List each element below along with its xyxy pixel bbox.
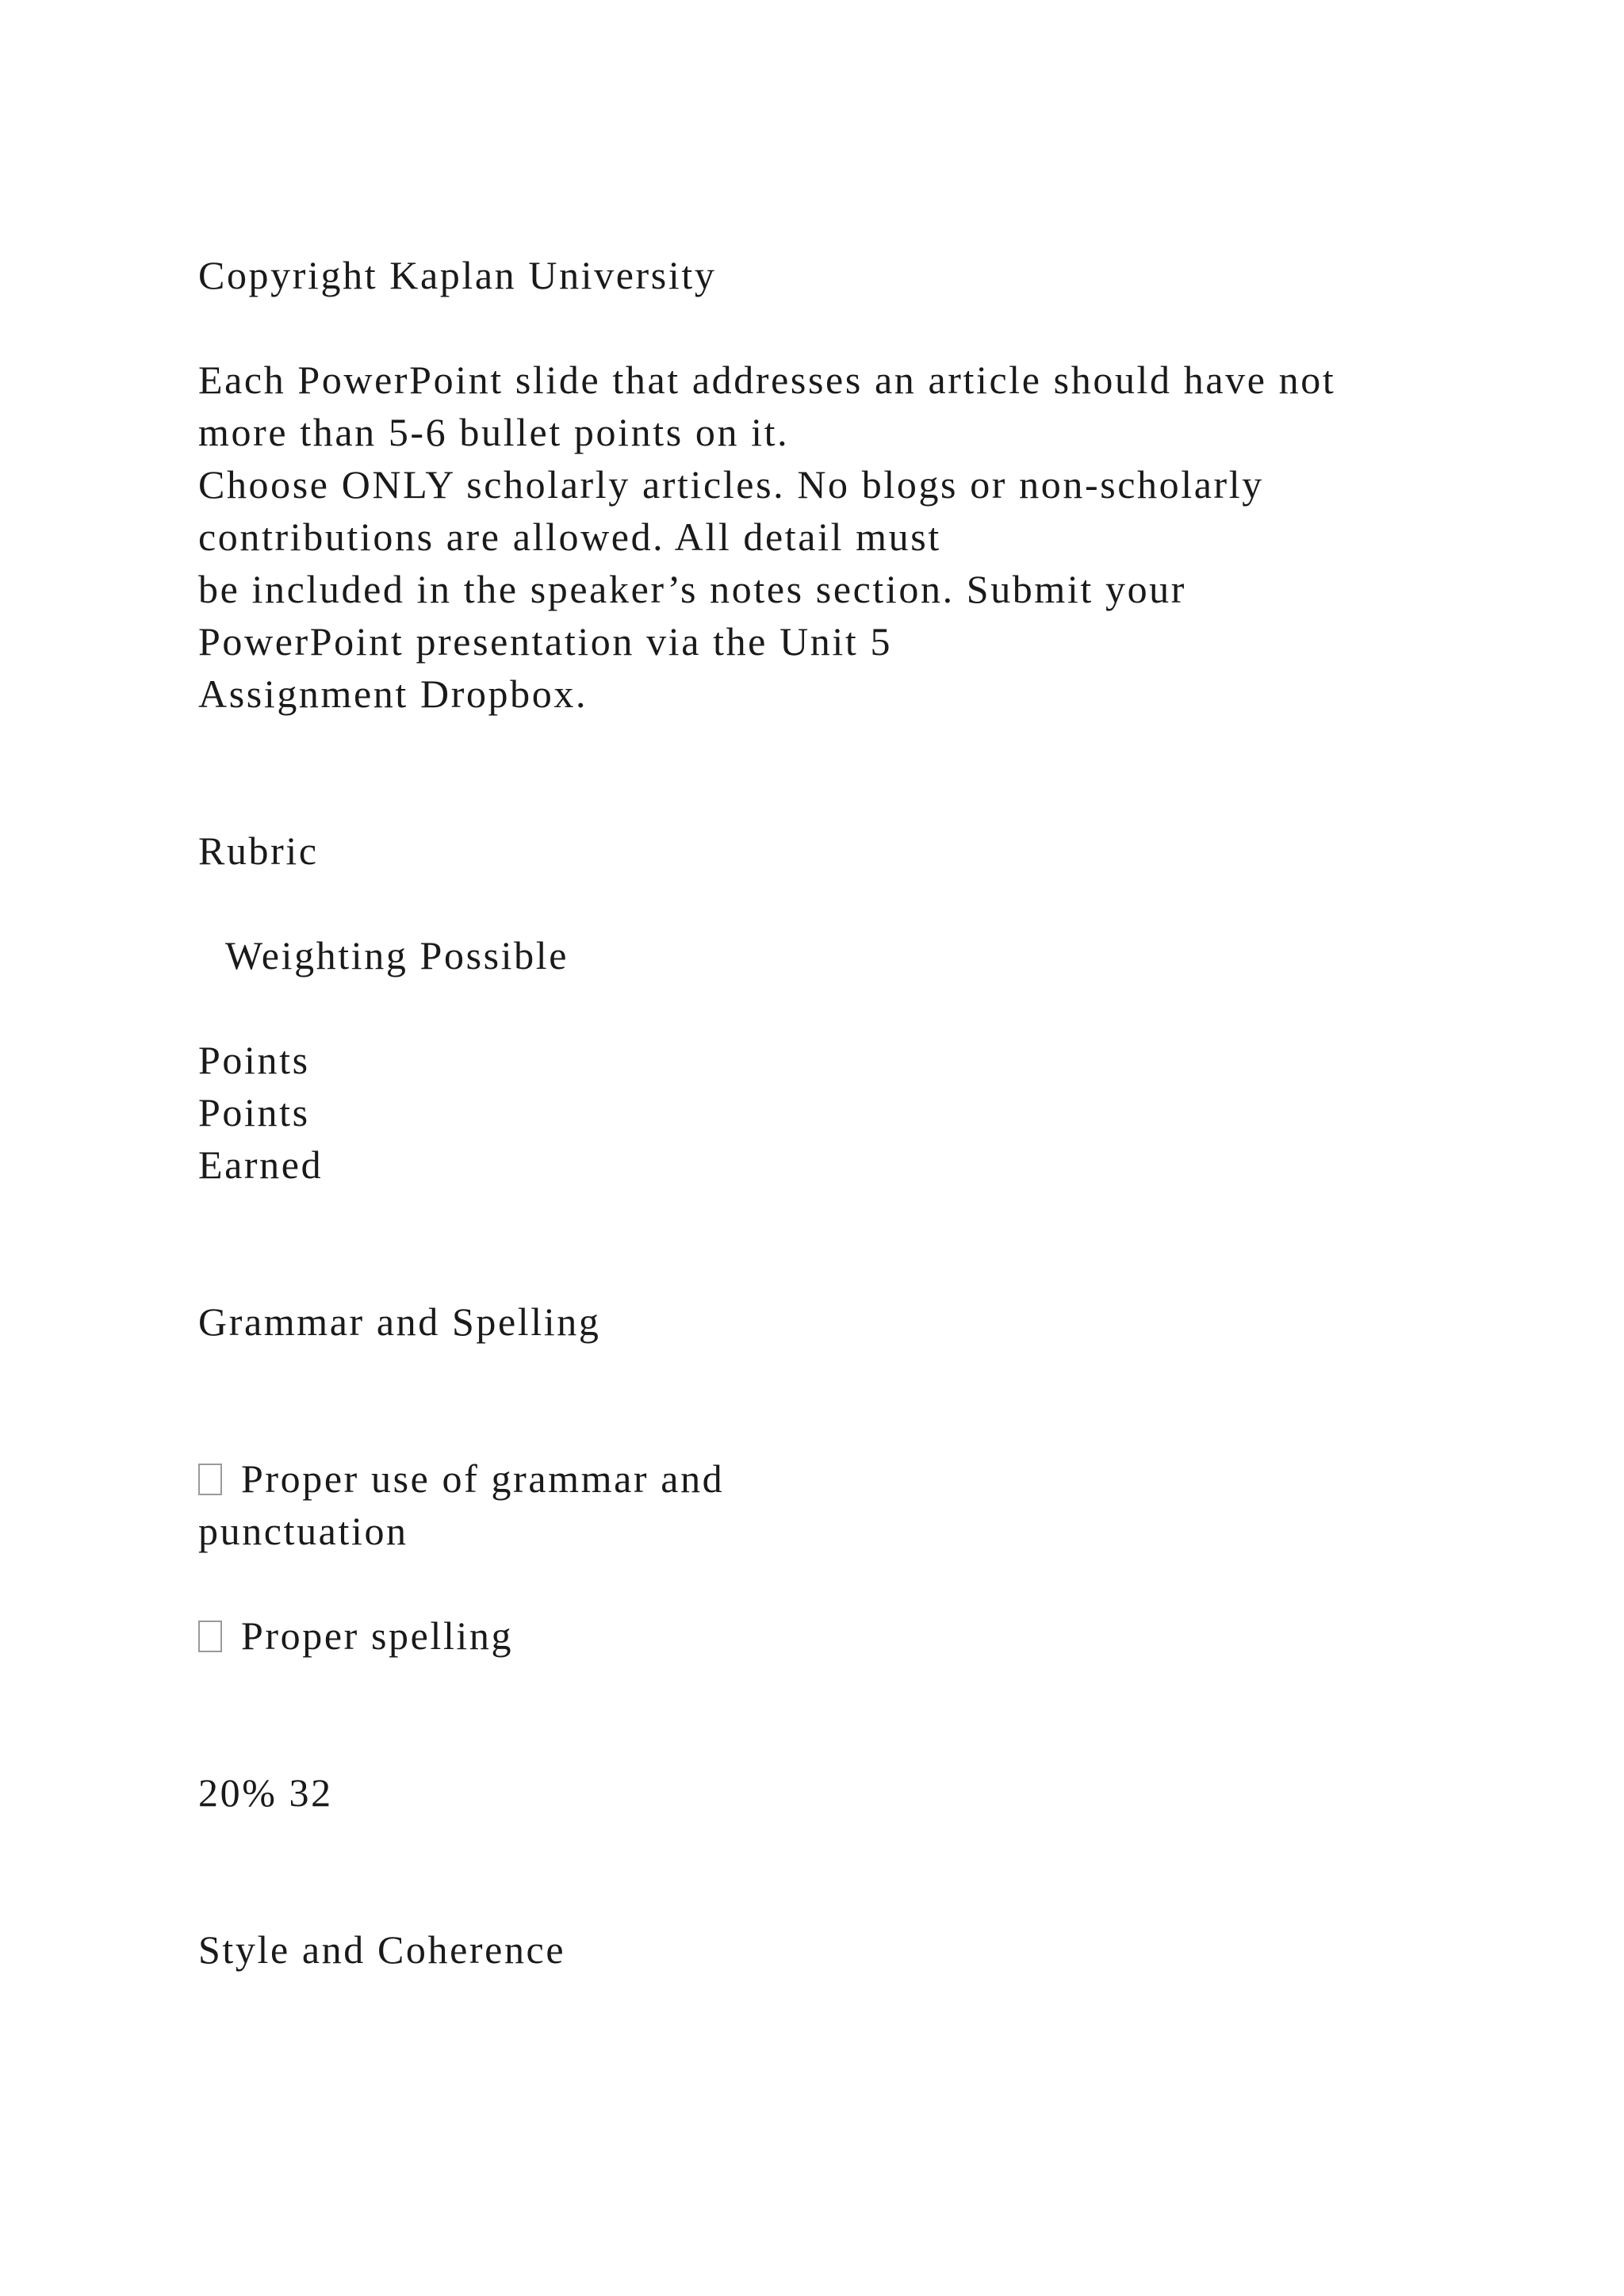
intro-line-2: more than 5-6 bullet points on it. xyxy=(198,410,790,454)
weighting-points-grammar: 20% 32 xyxy=(198,1770,333,1815)
section-title-grammar: Grammar and Spelling xyxy=(198,1299,601,1344)
bullet-text: Proper use of grammar and xyxy=(241,1456,725,1501)
bullet-grammar-punctuation xyxy=(198,1452,724,1505)
bullet-grammar-punctuation-cont: punctuation xyxy=(198,1509,408,1553)
points-header-1: Points xyxy=(198,1038,310,1082)
intro-line-3: Choose ONLY scholarly articles. No blogs or non-scholarly xyxy=(198,462,1264,507)
points-header-2: Points xyxy=(198,1090,310,1135)
bullet-proper-spelling xyxy=(198,1609,513,1662)
intro-line-4: contributions are allowed. All detail must xyxy=(198,515,941,559)
intro-line-1: Each PowerPoint slide that addresses an article should have not xyxy=(198,358,1336,402)
intro-line-5: be included in the speaker’s notes section. Submit your xyxy=(198,567,1187,611)
intro-line-7: Assignment Dropbox. xyxy=(198,672,588,716)
earned-header: Earned xyxy=(198,1142,324,1187)
copyright-line: Copyright Kaplan University xyxy=(198,253,717,297)
rubric-title: Rubric xyxy=(198,828,319,873)
weighting-possible-header: Weighting Possible xyxy=(225,933,569,978)
intro-line-6: PowerPoint presentation via the Unit 5 xyxy=(198,619,893,664)
bullet-text: Proper spelling xyxy=(241,1613,514,1658)
section-title-style: Style and Coherence xyxy=(198,1927,566,1972)
missing-glyph-box-icon xyxy=(198,1464,222,1495)
missing-glyph-box-icon xyxy=(198,1621,222,1652)
